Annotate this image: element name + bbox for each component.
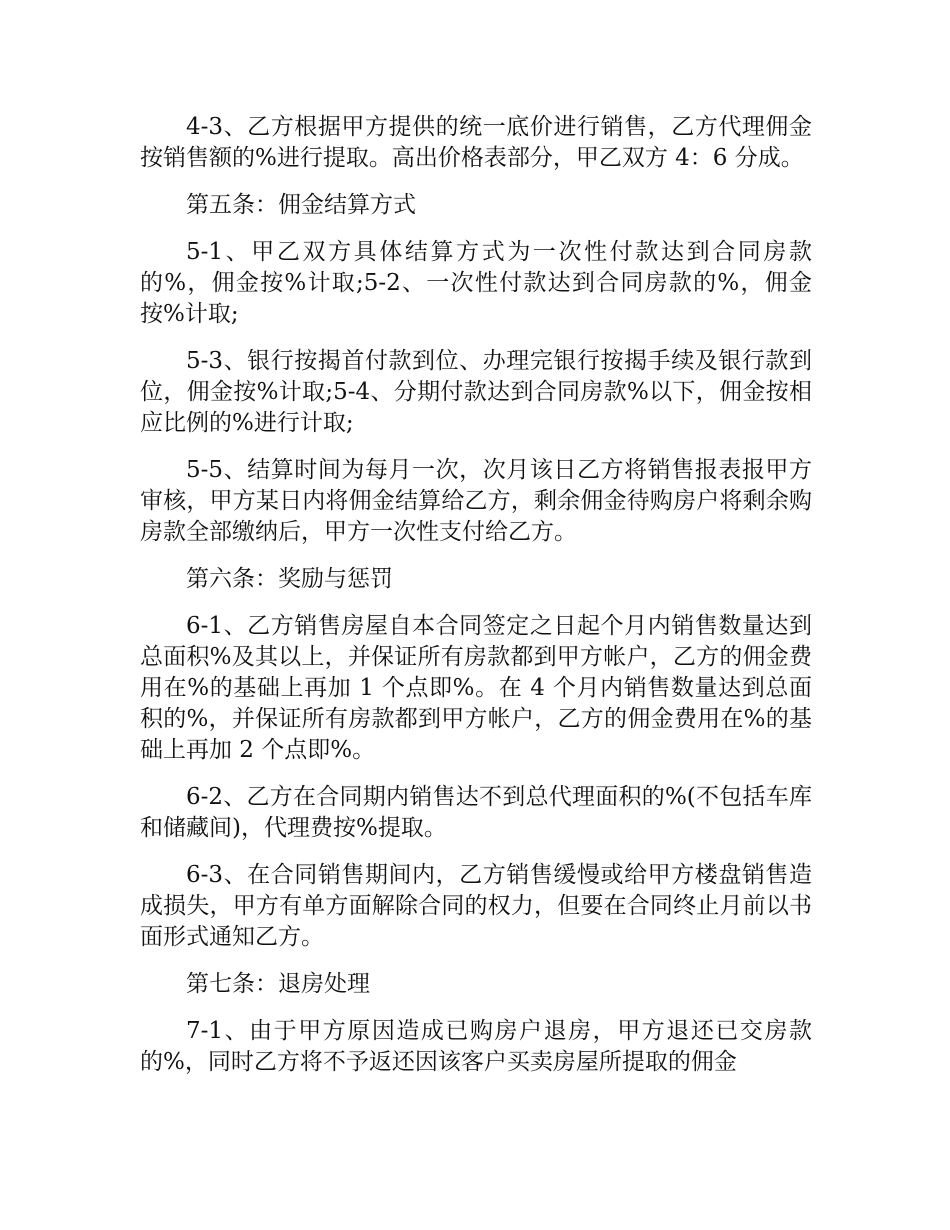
- article-7-heading: 第七条：退房处理: [186, 971, 370, 997]
- clause-6-2: 6-2、乙方在合同期内销售达不到总代理面积的%(不包括车库和储藏间)，代理费按%提取。: [140, 784, 812, 841]
- clause-5-1: 5-1、甲乙双方具体结算方式为一次性付款达到合同房款的%，佣金按%计取;5-2、一次性付款达到合同房款的%，佣金按%计取;: [140, 239, 812, 327]
- clause-4-3: 4-3、乙方根据甲方提供的统一底价进行销售，乙方代理佣金按销售额的%进行提取。高出价格表部分，甲乙双方 4：6 分成。: [140, 114, 812, 171]
- clause-6-3: 6-3、在合同销售期间内，乙方销售缓慢或给甲方楼盘销售造成损失，甲方有单方面解除合同的权力，但要在合同终止月前以书面形式通知乙方。: [140, 862, 812, 950]
- article-5-heading: 第五条：佣金结算方式: [186, 192, 416, 218]
- article-6-heading: 第六条：奖励与惩罚: [186, 566, 393, 592]
- clause-5-3: 5-3、银行按揭首付款到位、办理完银行按揭手续及银行款到位，佣金按%计取;5-4、分期付款达到合同房款%以下，佣金按相应比例的%进行计取;: [140, 348, 812, 436]
- clause-7-1: 7-1、由于甲方原因造成已购房户退房，甲方退还已交房款的%，同时乙方将不予返还因该客户买卖房屋所提取的佣金: [140, 1018, 812, 1075]
- clause-6-1: 6-1、乙方销售房屋自本合同签定之日起个月内销售数量达到总面积%及其以上，并保证所有房款都到甲方帐户，乙方的佣金费用在%的基础上再加 1 个点即%。在 4 个月内销售数量达到总面积的%，并保证所有房款都到甲方帐户，乙方的佣金费用在%的基础上再加 2 个点即%。: [140, 613, 812, 763]
- document-page: [140, 112, 812, 1094]
- clause-5-5: 5-5、结算时间为每月一次，次月该日乙方将销售报表报甲方审核，甲方某日内将佣金结算给乙方，剩余佣金待购房户将剩余购房款全部缴纳后，甲方一次性支付给乙方。: [140, 457, 812, 545]
